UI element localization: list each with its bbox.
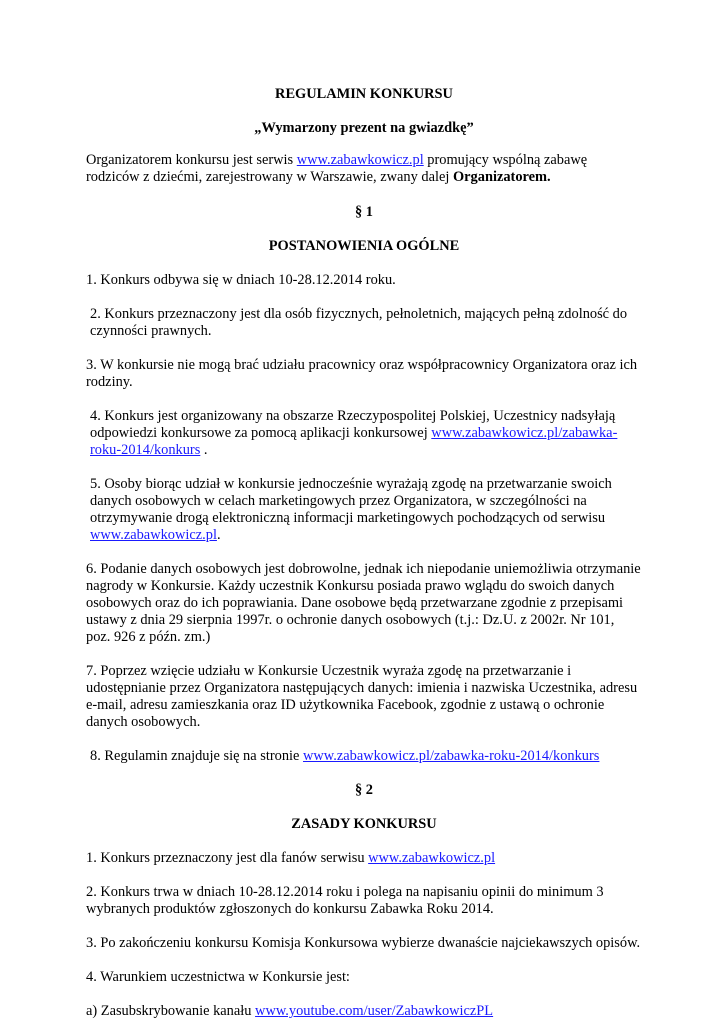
section1-paragraph-5 (86, 476, 642, 544)
section1-paragraph-2: 2. Konkurs przeznaczony jest dla osób fizycznych, pełnoletnich, mających pełną zdolność do czynności prawnych. (90, 306, 628, 339)
section1-paragraph-6: 6. Podanie danych osobowych jest dobrowolne, jednak ich niepodanie uniemożliwia otrzymanie nagrody w Konkursie. Każdy uczestnik Konkursu posiada prawo wglądu do swoich danych osobowych oraz do ich poprawiania. Dane osobowe będą przetwarzane zgodnie z przepisami ustawy z dnia 29 sierpnia 1997r. o ochronie danych osobowych (t.j.: Dz.U. z 2002r. Nr 101, poz. 926 z późn. zm.) (86, 561, 641, 645)
section1-p4-after: . (200, 442, 208, 458)
section2-paragraph-3: 3. Po zakończeniu konkursu Komisja Konkursowa wybierze dwanaście najciekawszych opisów. (86, 935, 641, 951)
section2-paragraph-1 (86, 850, 642, 867)
intro-text-middle: promujący wspólną zabawę rodziców z dziećmi, zarejestrowany w Warszawie, zwany dalej (86, 152, 588, 185)
section2-p5-link[interactable]: www.youtube.com/user/ZabawkowiczPL (255, 1003, 494, 1019)
section1-p5-after: . (216, 527, 221, 543)
section2-mark: § 2 (355, 782, 373, 798)
section2-paragraph-4: 4. Warunkiem uczestnictwa w Konkursie jest: (86, 969, 350, 985)
section1-p8-link[interactable]: www.zabawkowicz.pl/zabawka-roku-2014/konkurs (303, 748, 600, 764)
section1-paragraph-7: 7. Poprzez wzięcie udziału w Konkursie Uczestnik wyraża zgodę na przetwarzanie i udostępnianie przez Organizatora następujących danych: imienia i nazwiska Uczestnika, adresu e-mail, adresu zamieszkania oraz ID użytkownika Facebook, zgodnie z ustawą o ochronie danych osobowych. (86, 663, 638, 730)
section1-heading: POSTANOWIENIA OGÓLNE (268, 238, 460, 254)
intro-paragraph (86, 152, 642, 186)
intro-link[interactable]: www.zabawkowicz.pl (296, 152, 424, 168)
section1-p4-link[interactable]: www.zabawkowicz.pl/zabawka-roku-2014/konkurs (90, 425, 618, 458)
section2-p5-text: a) Zasubskrybowanie kanału (86, 1003, 256, 1019)
section2-paragraph-5 (86, 1003, 642, 1020)
section2-heading: ZASADY KONKURSU (291, 816, 437, 832)
section1-paragraph-8 (86, 748, 642, 765)
section1-paragraph-4 (86, 408, 642, 459)
section2-paragraph-2: 2. Konkurs trwa w dniach 10-28.12.2014 roku i polega na napisaniu opinii do minimum 3 wybranych produktów zgłoszonych do konkursu Zabawka Roku 2014. (86, 884, 604, 917)
section1-p5-link[interactable]: www.zabawkowicz.pl (90, 527, 217, 543)
section1-p5-text: 5. Osoby biorąc udział w konkursie jednocześnie wyrażają zgodę na przetwarzanie swoich danych osobowych w celach marketingowych przez Organizatora, w szczególności na otrzymywanie drogą elektroniczną informacji marketingowych pochodzących od serwisu (90, 476, 612, 526)
document-subtitle: „Wymarzony prezent na gwiazdkę” (254, 120, 474, 136)
section1-p8-text: 8. Regulamin znajduje się na stronie (90, 748, 304, 764)
section1-paragraph-1: 1. Konkurs odbywa się w dniach 10-28.12.2014 roku. (86, 272, 396, 288)
intro-organizer-bold: Organizatorem. (452, 169, 551, 185)
document-title: REGULAMIN KONKURSU (275, 86, 453, 102)
section1-p4-text: 4. Konkurs jest organizowany na obszarze Rzeczypospolitej Polskiej, Uczestnicy nadsyłają odpowiedzi konkursowe za pomocą aplikacji konkursowej (90, 408, 616, 441)
section1-mark: § 1 (355, 204, 373, 220)
section2-p1-link[interactable]: www.zabawkowicz.pl (368, 850, 496, 866)
intro-text-before: Organizatorem konkursu jest serwis (86, 152, 297, 168)
document-page (86, 86, 642, 1020)
section1-paragraph-3: 3. W konkursie nie mogą brać udziału pracownicy oraz współpracownicy Organizatora oraz ich rodziny. (86, 357, 638, 390)
section2-p1-text: 1. Konkurs przeznaczony jest dla fanów serwisu (86, 850, 369, 866)
